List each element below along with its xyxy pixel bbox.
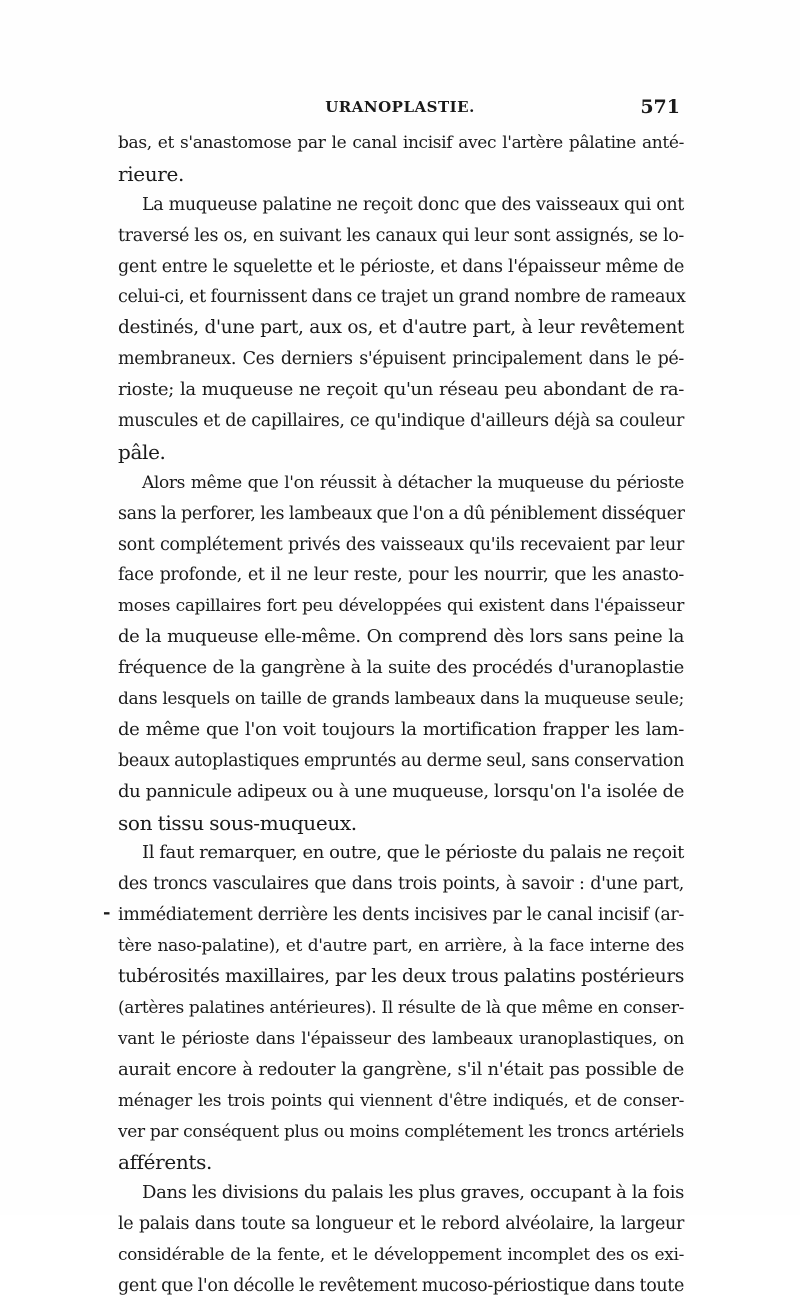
text-line: le palais dans toute sa longueur et le rebord alvéolaire, la largeur (118, 1214, 684, 1235)
text-line: beaux autoplastiques empruntés au derme seul, sans conservation (118, 750, 684, 771)
text-line: pâle. (118, 439, 166, 464)
text-line: rioste; la muqueuse ne reçoit qu'un réseau peu abondant de ra- (118, 379, 684, 401)
text-line: afférents. (118, 1150, 213, 1175)
text-line: face profonde, et il ne leur reste, pour les nourrir, que les anasto- (118, 565, 684, 586)
text-line: muscules et de capillaires, ce qu'indique d'ailleurs déjà sa couleur (118, 411, 684, 432)
margin-mark: - (103, 902, 111, 923)
text-line: sans la perforer, les lambeaux que l'on a dû péniblement disséquer (118, 503, 685, 524)
text-line: aurait encore à redouter la gangrène, s'il n'était pas possible de (118, 1058, 684, 1080)
text-line: vant le périoste dans l'épaisseur des lambeaux uranoplastiques, on (118, 1028, 684, 1049)
text-line: traversé les os, en suivant les canaux qui leur sont assignés, se lo- (118, 225, 684, 246)
text-line: membraneux. Ces derniers s'épuisent principalement dans le pé- (118, 349, 684, 370)
text-line: tère naso-palatine), et d'autre part, en arrière, à la face interne des (118, 936, 684, 957)
text-line: immédiatement derrière les dents incisives par le canal incisif (ar- (118, 905, 684, 926)
text-line: gent entre le squelette et le périoste, et dans l'épaisseur même de (118, 256, 684, 277)
text-line: rieure. (118, 161, 184, 186)
running-title: URANOPLASTIE. (325, 98, 475, 116)
text-line: dans lesquels on taille de grands lambeaux dans la muqueuse seule; (118, 689, 684, 710)
body-text (118, 128, 684, 1302)
text-line: de la muqueuse elle-même. On comprend dès lors sans peine la (118, 626, 684, 648)
text-line: destinés, d'une part, aux os, et d'autre part, à leur revêtement (118, 317, 684, 339)
text-line: gent que l'on décolle le revêtement mucoso-périostique dans toute (118, 1275, 684, 1296)
text-line: de même que l'on voit toujours la mortification frapper les lam- (118, 718, 684, 740)
text-line: bas, et s'anastomose par le canal incisif avec l'artère pâlatine anté- (118, 133, 684, 153)
text-line: du pannicule adipeux ou à une muqueuse, lorsqu'on l'a isolée de (118, 780, 684, 802)
paragraph-start-line: Il faut remarquer, en outre, que le périoste du palais ne reçoit (142, 842, 684, 864)
page-header (120, 96, 680, 124)
text-line: sont complétement privés des vaisseaux qu'ils recevaient par leur (118, 534, 684, 555)
text-line: son tissu sous-muqueux. (118, 810, 357, 835)
paragraph-start-line: Alors même que l'on réussit à détacher la muqueuse du périoste (142, 472, 684, 493)
paragraph-start-line: Dans les divisions du palais les plus graves, occupant à la fois (142, 1182, 684, 1204)
text-line: considérable de la fente, et le développement incomplet des os exi- (118, 1245, 684, 1266)
text-line: ver par conséquent plus ou moins complétement les troncs artériels (118, 1121, 684, 1142)
paragraph-start-line: La muqueuse palatine ne reçoit donc que des vaisseaux qui ont (142, 194, 684, 215)
text-line: fréquence de la gangrène à la suite des procédés d'uranoplastie (118, 657, 684, 679)
text-line: ménager les trois points qui viennent d'être indiqués, et de conser- (118, 1090, 684, 1111)
text-line: (artères palatines antérieures). Il résulte de là que même en conser- (118, 997, 684, 1018)
text-line: moses capillaires fort peu développées qui existent dans l'épaisseur (118, 596, 684, 617)
page-number: 571 (640, 96, 680, 118)
text-line: celui-ci, et fournissent dans ce trajet un grand nombre de rameaux (118, 287, 686, 308)
text-line: tubérosités maxillaires, par les deux trous palatins postérieurs (118, 966, 684, 988)
text-line: des troncs vasculaires que dans trois points, à savoir : d'une part, (118, 874, 684, 895)
